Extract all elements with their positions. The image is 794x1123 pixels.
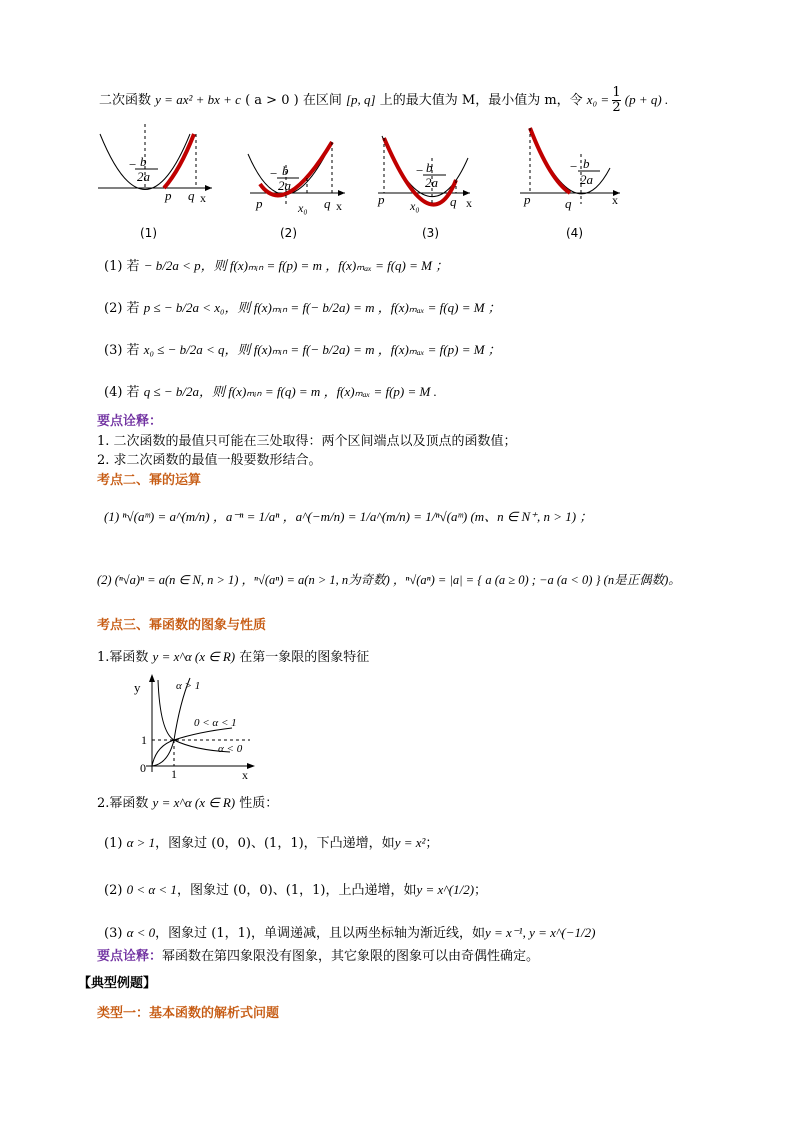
- key1-title: 要点诠释：: [97, 414, 163, 429]
- svg-text:x: x: [612, 193, 618, 207]
- svg-text:q: q: [450, 194, 457, 209]
- svg-text:b: b: [426, 160, 433, 175]
- fig1-vertex-num: b: [140, 154, 147, 169]
- intro-x0: x₀ =: [586, 92, 613, 107]
- key2-text: 幂函数在第四象限没有图象，其它象限的图象可以由奇偶性确定。: [162, 949, 540, 964]
- intro-tail: (p + q) .: [624, 92, 669, 107]
- case-3: (3) 若 x₀ ≤ − b/2a < q，则 f(x)ₘᵢₙ = f(− b/2a) = m ，f(x)ₘₐₓ = f(p) = M ；: [104, 342, 501, 358]
- figure-1: [98, 124, 212, 205]
- intro-interval: [p, q]: [345, 92, 376, 107]
- parabola-figures: [0, 120, 794, 250]
- svg-text:2a: 2a: [137, 169, 150, 184]
- svg-text:x: x: [336, 199, 342, 213]
- figure-2: [248, 142, 345, 215]
- svg-text:−: −: [570, 159, 578, 174]
- key2-title: 要点诠释：: [97, 949, 163, 964]
- svg-text:x: x: [242, 768, 248, 782]
- svg-text:−: −: [129, 157, 137, 172]
- svg-text:1: 1: [171, 767, 177, 781]
- svg-text:q: q: [324, 196, 331, 211]
- fig1-caption: (1): [140, 226, 157, 240]
- intro-half-fraction: $\frac{1}{2}$: [612, 85, 621, 115]
- svg-text:p: p: [524, 192, 531, 207]
- section3-title: 考点三、幂函数的图象与性质: [97, 618, 267, 633]
- fig2-caption: (2): [280, 226, 297, 240]
- property-2: (2) 0 < α < 1，图象过 (0，0)、(1，1)，上凸递增，如y = x^(1/2)；: [104, 882, 488, 898]
- svg-text:2a: 2a: [580, 172, 593, 187]
- fig4-caption: (4): [566, 226, 583, 240]
- property-1: (1) α > 1，图象过 (0，0)、(1，1)，下凸递增，如y = x²；: [104, 835, 439, 851]
- svg-text:b: b: [282, 163, 289, 178]
- intro-line: [99, 86, 668, 115]
- svg-text:2a: 2a: [425, 175, 438, 190]
- intro-text-a: 二次函数: [99, 93, 152, 108]
- svg-text:p: p: [378, 192, 385, 207]
- svg-text:b: b: [583, 156, 590, 171]
- section2-line-1: (1) ⁿ√(aᵐ) = a^(m/n) ，a⁻ⁿ = 1/aⁿ ，a^(−m/n) = 1/a^(m/n) = 1/ⁿ√(aᵐ) (m、n ∈ N⁺, n > 1) ；: [104, 509, 593, 524]
- power-function-graph: [128, 672, 268, 782]
- property-3: (3) α < 0，图象过 (1，1)，单调递减，且以两坐标轴为渐近线，如y = x⁻¹, y = x^(−1/2): [104, 925, 596, 941]
- section2-title: 考点二、幂的运算: [97, 473, 202, 488]
- fig3-caption: (3): [422, 226, 439, 240]
- svg-text:p: p: [165, 188, 172, 203]
- intro-cond: ( a > 0 ): [245, 93, 299, 108]
- svg-text:x: x: [200, 191, 206, 205]
- key2-line: [97, 945, 539, 964]
- svg-text:α < 0: α < 0: [218, 743, 243, 755]
- svg-text:α > 1: α > 1: [176, 680, 201, 692]
- examples-title: 【典型例题】: [78, 976, 157, 991]
- svg-text:q: q: [188, 188, 195, 203]
- intro-text-b: 在区间: [302, 93, 342, 108]
- figure-3: [377, 136, 472, 213]
- case-4: (4) 若 q ≤ − b/2a，则 f(x)ₘᵢₙ = f(q) = m ，f(x)ₘₐₓ = f(p) = M .: [104, 384, 437, 400]
- svg-text:x₀: x₀: [410, 199, 420, 213]
- svg-text:x: x: [466, 196, 472, 210]
- svg-text:−: −: [270, 166, 278, 181]
- figure-4: [520, 128, 620, 211]
- svg-text:0: 0: [140, 761, 146, 775]
- case-2: (2) 若 p ≤ − b/2a < x₀，则 f(x)ₘᵢₙ = f(− b/2a) = m ，f(x)ₘₐₓ = f(q) = M ；: [104, 300, 501, 316]
- section3-p2: 2.幂函数 y = x^α (x ∈ R) 性质：: [97, 795, 279, 811]
- section2-line-2: (2) (ⁿ√a)ⁿ = a(n ∈ N, n > 1) ，ⁿ√(aⁿ) = a(n > 1, n为奇数) ，ⁿ√(aⁿ) = |a| = { a (a ≥ 0) ; −a (a < 0) } (n是正偶数)。: [97, 573, 681, 587]
- svg-text:p: p: [256, 196, 263, 211]
- key1-item-1: 1. 二次函数的最值只可能在三处取得：两个区间端点以及顶点的函数值；: [97, 434, 517, 449]
- intro-formula: y = ax² + bx + c: [155, 92, 241, 107]
- key1-item-2: 2. 求二次函数的最值一般要数形结合。: [97, 453, 322, 468]
- case-1: (1) 若 − b/2a < p，则 f(x)ₘᵢₙ = f(p) = m ，f(x)ₘₐₓ = f(q) = M ；: [104, 258, 449, 274]
- svg-text:x₀: x₀: [298, 201, 308, 215]
- svg-text:1: 1: [141, 733, 147, 747]
- svg-text:q: q: [565, 196, 572, 211]
- svg-text:y: y: [134, 680, 141, 695]
- intro-text-c: 上的最大值为 M，最小值为 m，令: [379, 93, 583, 108]
- section3-p1: 1.幂函数 y = x^α (x ∈ R) 在第一象限的图象特征: [97, 649, 370, 665]
- svg-text:2a: 2a: [278, 178, 291, 193]
- svg-text:−: −: [416, 163, 424, 178]
- svg-text:0 < α < 1: 0 < α < 1: [194, 717, 237, 729]
- examples-type1: 类型一：基本函数的解析式问题: [97, 1006, 280, 1021]
